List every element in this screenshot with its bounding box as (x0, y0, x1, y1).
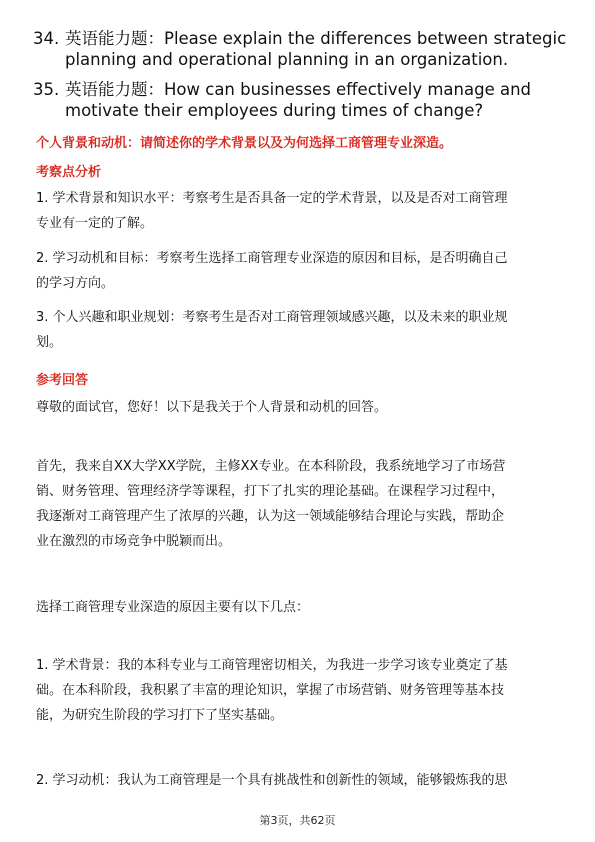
question-number: 34. (33, 29, 60, 48)
text-line: 2. 学习动机：我认为工商管理是一个具有挑战性和创新性的领域，能够锻炼我的思 (36, 773, 508, 788)
page-number: 第3页，共62页 (259, 814, 336, 827)
text-line: 础。在本科阶段，我积累了丰富的理论知识，掌握了市场营销、财务管理等基本技 (36, 683, 505, 698)
answer-paragraph-3 (36, 595, 566, 620)
text-line: 我逐渐对工商管理产生了浓厚的兴趣，认为这一领域能够结合理论与实践，帮助企 (36, 509, 505, 524)
question-line: 英语能力题：How can businesses effectively manage and (65, 80, 532, 99)
question-number: 35. (33, 80, 60, 99)
text-line: 2. 学习动机和目标：考察考生选择工商管理专业深造的原因和目标，是否明确自己 (36, 251, 508, 266)
text-line: 3. 个人兴趣和职业规划：考察考生是否对工商管理领域感兴趣，以及未来的职业规 (36, 310, 508, 325)
answer-paragraph-2 (36, 454, 566, 554)
text-line: 销、财务管理、管理经济学等课程，打下了扎实的理论基础。在课程学习过程中， (36, 484, 505, 499)
analysis-heading: 考察点分析 (36, 165, 102, 180)
text-line: 划。 (36, 335, 63, 350)
section-heading: 个人背景和动机：请简述你的学术背景以及为何选择工商管理专业深造。 (36, 136, 453, 151)
text-line: 能，为研究生阶段的学习打下了坚实基础。 (36, 708, 284, 723)
question-text (65, 28, 575, 70)
analysis-item-3 (36, 305, 566, 355)
question-line: 英语能力题：Please explain the differences between strategic (65, 29, 567, 48)
answer-paragraph-5 (36, 768, 566, 793)
text-line: 业在激烈的市场竞争中脱颖而出。 (36, 534, 232, 549)
answer-heading: 参考回答 (36, 373, 89, 388)
text-line: 尊敬的面试官，您好！以下是我关于个人背景和动机的回答。 (36, 400, 388, 415)
text-line: 专业有一定的了解。 (36, 216, 154, 231)
question-line: motivate their employees during times of change? (65, 101, 484, 120)
text-line: 1. 学术背景：我的本科专业与工商管理密切相关，为我进一步学习该专业奠定了基 (36, 658, 508, 673)
answer-paragraph-4 (36, 653, 566, 728)
analysis-item-1 (36, 186, 566, 236)
answer-paragraph-1 (36, 395, 566, 420)
text-line: 的学习方向。 (36, 276, 115, 291)
question-text (65, 79, 575, 121)
text-line: 首先，我来自XX大学XX学院，主修XX专业。在本科阶段，我系统地学习了市场营 (36, 459, 506, 474)
text-line: 选择工商管理专业深造的原因主要有以下几点： (36, 600, 310, 615)
question-line: planning and operational planning in an organization. (65, 50, 509, 69)
analysis-item-2 (36, 246, 566, 296)
text-line: 1. 学术背景和知识水平：考察考生是否具备一定的学术背景，以及是否对工商管理 (36, 191, 508, 206)
